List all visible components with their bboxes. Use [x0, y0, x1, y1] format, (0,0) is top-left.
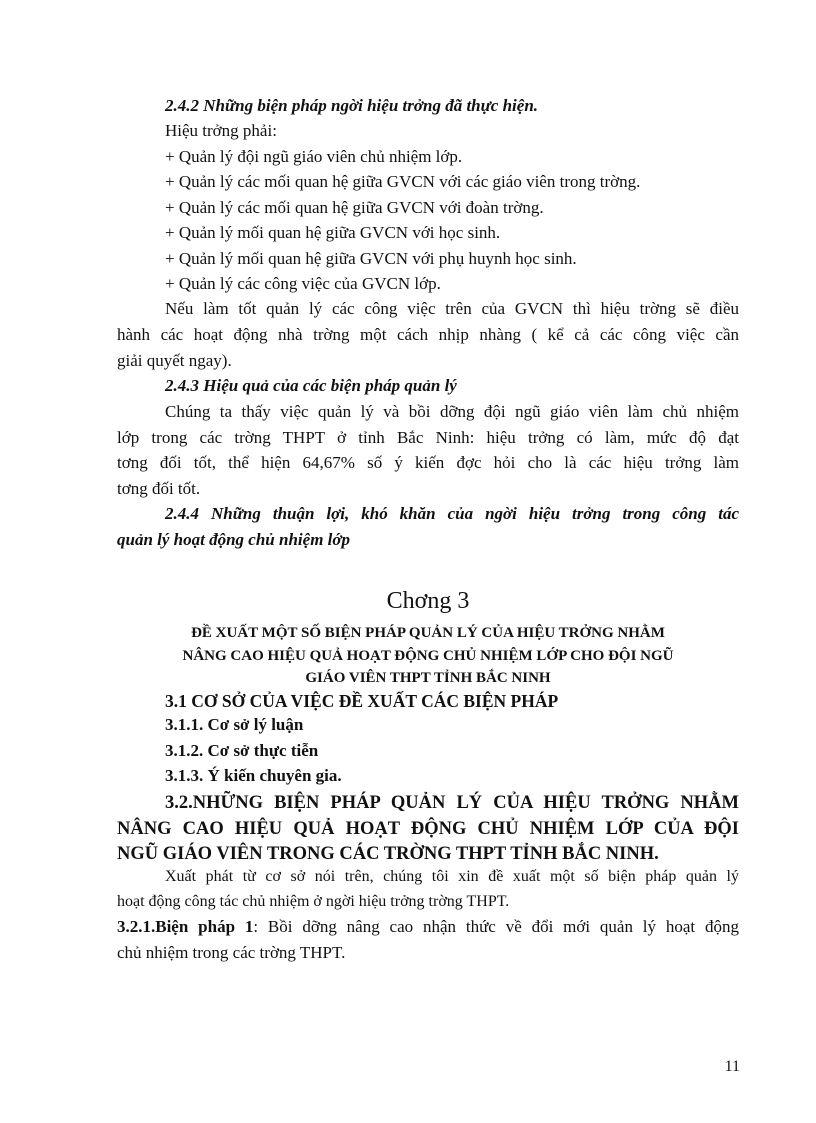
- list-item: + Quản lý đội ngũ giáo viên chủ nhiệm lớp.: [165, 147, 463, 166]
- subsection-3-1-1: 3.1.1. Cơ sở lý luận: [165, 715, 304, 734]
- chapter-subtitle: NÂNG CAO HIỆU QUẢ HOẠT ĐỘNG CHỦ NHIỆM LỚP CHO ĐỘI NGŨ: [182, 648, 674, 664]
- section-heading-2-4-4-cont: quản lý hoạt động chủ nhiệm lớp: [117, 530, 351, 549]
- chapter-title: Chơng 3: [386, 588, 470, 614]
- section-heading-2-4-4: 2.4.4 Những thuận lợi, khó khăn của ngời hiệu trởng trong công tác: [165, 504, 739, 523]
- paragraph-line: tơng đối tốt, thể hiện 64,67% số ý kiến đợc hỏi cho là các hiệu trởng làm: [117, 453, 739, 472]
- intro-line: Hiệu trởng phải:: [165, 121, 277, 140]
- paragraph-line: giải quyết ngay).: [117, 351, 232, 370]
- measure-1-text: : Bồi dỡng nâng cao nhận thức về đổi mới quản lý hoạt động: [253, 917, 739, 936]
- measure-1-label: 3.2.1.Biện pháp 1: [117, 917, 254, 936]
- chapter-subtitle: ĐỀ XUẤT MỘT SỐ BIỆN PHÁP QUẢN LÝ CỦA HIỆU TRỞNG NHẰM: [191, 625, 665, 641]
- section-heading-2-4-2: 2.4.2 Những biện pháp ngời hiệu trởng đã thực hiện.: [165, 96, 539, 115]
- section-heading-3-2-cont: NÂNG CAO HIỆU QUẢ HOẠT ĐỘNG CHỦ NHIỆM LỚP CỦA ĐỘI: [117, 819, 739, 839]
- page-number: 11: [724, 1058, 740, 1075]
- section-heading-2-4-3: 2.4.3 Hiệu quả của các biện pháp quản lý: [165, 376, 457, 395]
- paragraph-line: hành các hoạt động nhà trờng một cách nhịp nhàng ( kể cả các công việc cần: [117, 325, 739, 344]
- subsection-3-1-2: 3.1.2. Cơ sở thực tiễn: [165, 741, 319, 760]
- chapter-subtitle: GIÁO VIÊN THPT TỈNH BẮC NINH: [305, 670, 551, 686]
- subsection-3-1-3: 3.1.3. Ý kiến chuyên gia.: [165, 766, 342, 785]
- list-item: + Quản lý các công việc của GVCN lớp.: [165, 274, 441, 293]
- paragraph-line: tơng đối tốt.: [117, 479, 201, 498]
- measure-1-cont: chủ nhiệm trong các trờng THPT.: [117, 943, 346, 962]
- measure-1-line: [117, 916, 739, 938]
- list-item: + Quản lý mối quan hệ giữa GVCN với phụ huynh học sinh.: [165, 249, 577, 268]
- paragraph-line: lớp trong các trờng THPT ở tỉnh Bắc Ninh: hiệu trởng có làm, mức độ đạt: [117, 428, 739, 447]
- section-heading-3-2-cont: NGŨ GIÁO VIÊN TRONG CÁC TRỜNG THPT TỈNH BẮC NINH.: [117, 844, 659, 864]
- list-item: + Quản lý mối quan hệ giữa GVCN với học sinh.: [165, 223, 501, 242]
- list-item: + Quản lý các mối quan hệ giữa GVCN với các giáo viên trong trờng.: [165, 172, 641, 191]
- paragraph-line: hoạt động công tác chủ nhiệm ở ngời hiệu trởng trờng THPT.: [117, 893, 510, 910]
- paragraph-line: Nếu làm tốt quản lý các công việc trên của GVCN thì hiệu trờng sẽ điều: [165, 299, 739, 318]
- paragraph-line: Chúng ta thấy việc quản lý và bồi dỡng đội ngũ giáo viên làm chủ nhiệm: [165, 402, 739, 421]
- section-heading-3-1: 3.1 CƠ SỞ CỦA VIỆC ĐỀ XUẤT CÁC BIỆN PHÁP: [165, 691, 559, 711]
- section-heading-3-2: 3.2.NHỮNG BIỆN PHÁP QUẢN LÝ CỦA HIỆU TRỞNG NHẰM: [165, 793, 739, 813]
- paragraph-line: Xuất phát từ cơ sở nói trên, chúng tôi xin đề xuất một số biện pháp quản lý: [165, 868, 739, 885]
- list-item: + Quản lý các mối quan hệ giữa GVCN với đoàn trờng.: [165, 198, 544, 217]
